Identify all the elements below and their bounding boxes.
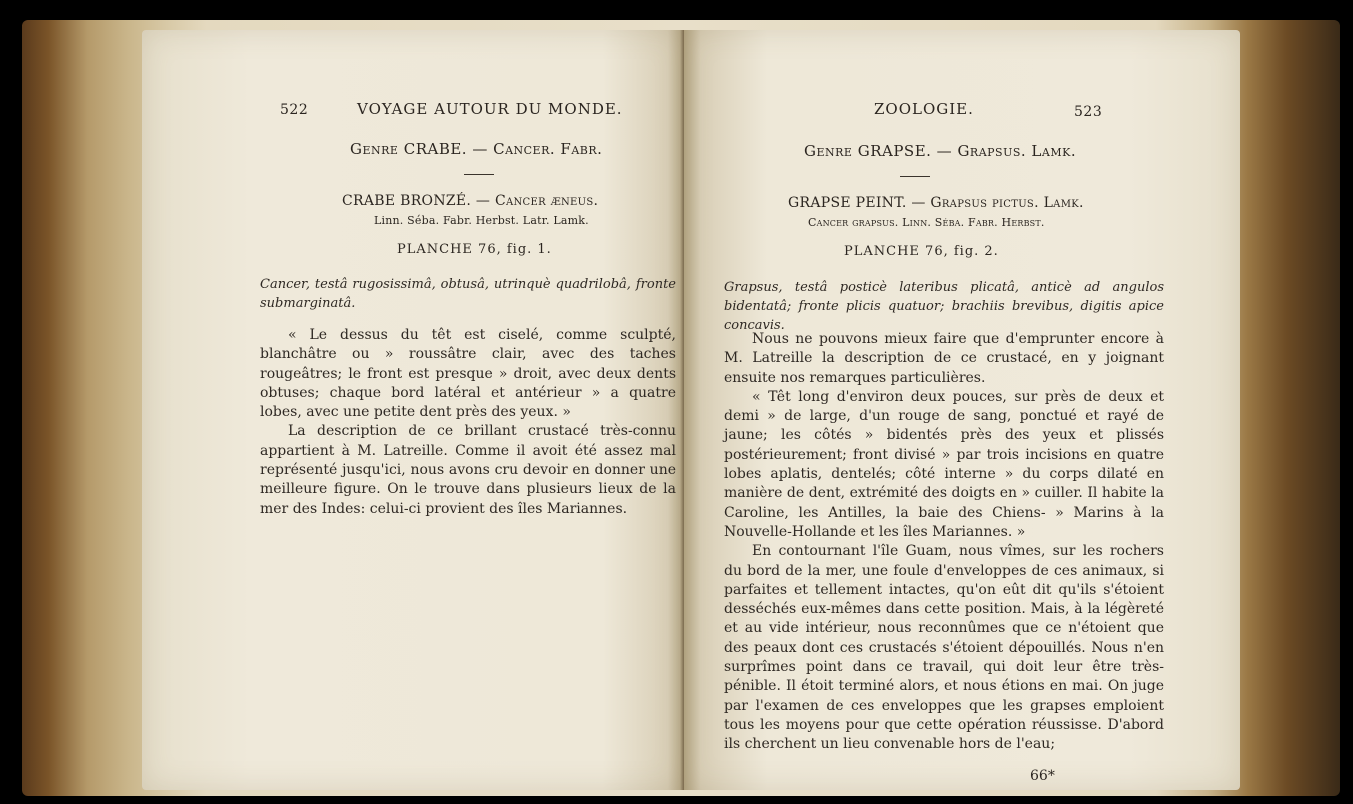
heading-rule-left [464,174,494,175]
page-number-right: 523 [1074,104,1103,120]
species-heading-left: CRABE BRONZÉ. — Cancer æneus. [342,193,599,209]
paragraph: La description de ce brillant crustacé très-connu appartient à M. Latreille. Comme il avoit été assez mal représenté jusqu'ici, nous avons cru devoir en donner une meilleure figure. On le trouve dans plusieurs lieux de la mer des Indes: celui-ci provient des îles Mariannes. [260,423,676,517]
paragraph: Nous ne pouvons mieux faire que d'emprunter encore à M. Latreille la description de ce crustacé, en y joignant ensuite nos remarques particulières. [724,331,1164,386]
paragraph: « Têt long d'environ deux pouces, sur près de deux et demi » de large, d'un rouge de sang, ponctué et rayé de jaune; les côtés » bidentés près des yeux et plissés postérieurement; front divisé » par trois incisions en quatre lobes aplatis, dentelés; côté interne » du corps dilaté en manière de dent, extrémité des doigts en » cuiller. Il habite la Caroline, les Antilles, la baie des Chiens- » Marins à la Nouvelle-Hollande et les îles Mariannes. » [724,388,1164,540]
body-text-left [260,326,676,519]
plate-reference-left: PLANCHE 76, fig. 1. [397,242,552,257]
body-text-right [724,330,1164,755]
latin-diagnosis-right: Grapsus, testâ posticè lateribus plicatâ, anticè ad angulos bidentatâ; fronte plicis quatuor; brachiis brevibus, digitis apice concavis. [724,280,1164,333]
latin-diagnosis-left: Cancer, testâ rugosissimâ, obtusâ, utrinquè quadrilobâ, fronte submarginatâ. [260,277,676,311]
synonyms-right: Cancer grapsus. Linn. Séba. Fabr. Herbst. [808,216,1045,229]
page-number-left: 522 [280,102,309,118]
genus-heading-right: Genre GRAPSE. — Grapsus. Lamk. [804,142,1077,160]
left-page [142,30,684,790]
open-book [22,20,1340,796]
synonyms-left: Linn. Séba. Fabr. Herbst. Latr. Lamk. [374,214,589,227]
genus-heading-left: Genre CRABE. — Cancer. Fabr. [350,140,603,158]
paragraph: En contournant l'île Guam, nous vîmes, sur les rochers du bord de la mer, une foule d'enveloppes de ces animaux, si parfaites et tellement intactes, qu'on eût dit qu'ils s'étoient desséchés eux-mêmes dans cette position. Mais, à la légèreté et au vide intérieur, nous reconnûmes que ce n'étoient que des peaux dont ces crustacés s'étoient dépouillés. Nous n'en surprîmes point dans ce travail, qui doit leur être très-pénible. Il étoit terminé alors, et nous étions en mai. On juge par l'examen de ces enveloppes que les grapses emploient tous les moyens pour que cette opération réussisse. D'abord ils cherchent un lieu convenable hors de l'eau; [724,543,1164,753]
running-head-right: ZOOLOGIE. [874,100,974,118]
signature-mark: 66* [1030,768,1055,784]
plate-reference-right: PLANCHE 76, fig. 2. [844,244,999,259]
right-page [684,30,1240,790]
running-head-left: VOYAGE AUTOUR DU MONDE. [357,100,623,118]
species-heading-right: GRAPSE PEINT. — Grapsus pictus. Lamk. [788,195,1084,211]
paragraph: « Le dessus du têt est ciselé, comme sculpté, blanchâtre ou » roussâtre clair, avec des taches rougeâtres; le front est presque » droit, avec deux dents obtuses; chaque bord latéral et antérieur » a quatre lobes, avec une petite dent près des yeux. » [260,327,676,421]
heading-rule-right [900,176,930,177]
